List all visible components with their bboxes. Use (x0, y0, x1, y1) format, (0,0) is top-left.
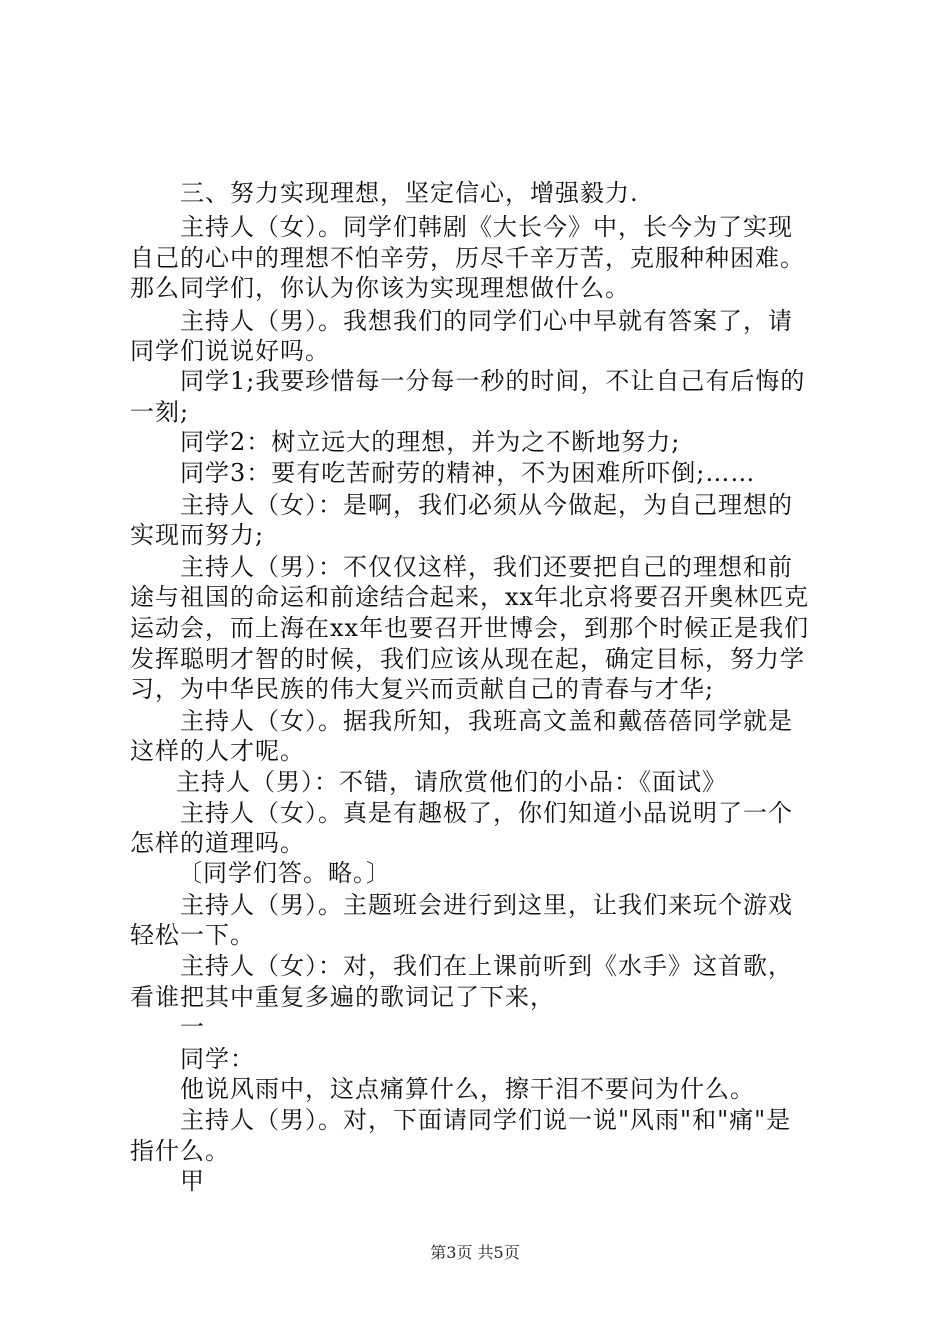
text-line: 三、努力实现理想，坚定信心，增强毅力. (180, 179, 639, 207)
text-line: 途与祖国的命运和前途结合起来，xx年北京将要召开奥林匹克 (130, 583, 810, 611)
text-line: 主持人（男）：不仅仅这样，我们还要把自己的理想和前 (180, 553, 793, 581)
text-line: 主持人（女）。真是有趣极了，你们知道小品说明了一个 (180, 799, 793, 827)
text-line: 发挥聪明才智的时候，我们应该从现在起，确定目标，努力学 (130, 645, 805, 673)
text-line: 他说风雨中，这点痛算什么，擦干泪不要问为什么。 (180, 1075, 755, 1103)
text-line: 同学2：树立远大的理想，并为之不断地努力; (180, 428, 681, 456)
text-line: 同学3：要有吃苦耐劳的精神，不为困难所吓倒;…… (180, 459, 756, 487)
text-line: 主持人（女）。据我所知，我班高文盖和戴蓓蓓同学就是 (180, 707, 793, 735)
text-line: 〔同学们答。略。〕 (178, 859, 391, 887)
text-line: 这样的人才呢。 (130, 737, 305, 765)
text-line: 同学： (180, 1045, 255, 1073)
text-line: 主持人（女）：对，我们在上课前听到《水手》这首歌， (180, 952, 793, 980)
text-line: 看谁把其中重复多遍的歌词记了下来， (130, 983, 555, 1011)
text-line: 主持人（男）：不错，请欣赏他们的小品：《面试》 (176, 768, 727, 796)
text-line: 同学1;我要珍惜每一分每一秒的时间，不让自己有后悔的 (180, 367, 806, 395)
text-line: 主持人（女）：是啊，我们必须从今做起，为自己理想的 (180, 491, 793, 519)
text-line: 同学们说说好吗。 (130, 337, 330, 365)
text-line: 一刻; (130, 398, 190, 426)
text-line: 实现而努力; (130, 521, 265, 549)
text-line: 一 (180, 1013, 205, 1041)
text-line: 自己的心中的理想不怕辛劳，历尽千辛万苦，克服种种困难。 (130, 244, 805, 272)
text-line: 习，为中华民族的伟大复兴而贡献自己的青春与才华; (130, 675, 715, 703)
text-line: 主持人（女）。同学们韩剧《大长今》中，长今为了实现 (180, 213, 793, 241)
text-line: 甲 (180, 1167, 205, 1195)
text-line: 主持人（男）。对，下面请同学们说一说"风雨"和"痛"是 (180, 1106, 792, 1134)
text-line: 轻松一下。 (130, 921, 255, 949)
text-line: 主持人（男）。我想我们的同学们心中早就有答案了，请 (180, 307, 793, 335)
text-line: 那么同学们，你认为你该为实现理想做什么。 (130, 274, 630, 302)
text-line: 指什么。 (130, 1137, 230, 1165)
text-line: 运动会，而上海在xx年也要召开世博会，到那个时候正是我们 (130, 614, 810, 642)
text-line: 主持人（男）。主题班会进行到这里，让我们来玩个游戏 (180, 891, 793, 919)
text-line: 怎样的道理吗。 (130, 829, 305, 857)
page-footer: 第3页 共5页 (430, 1243, 520, 1262)
